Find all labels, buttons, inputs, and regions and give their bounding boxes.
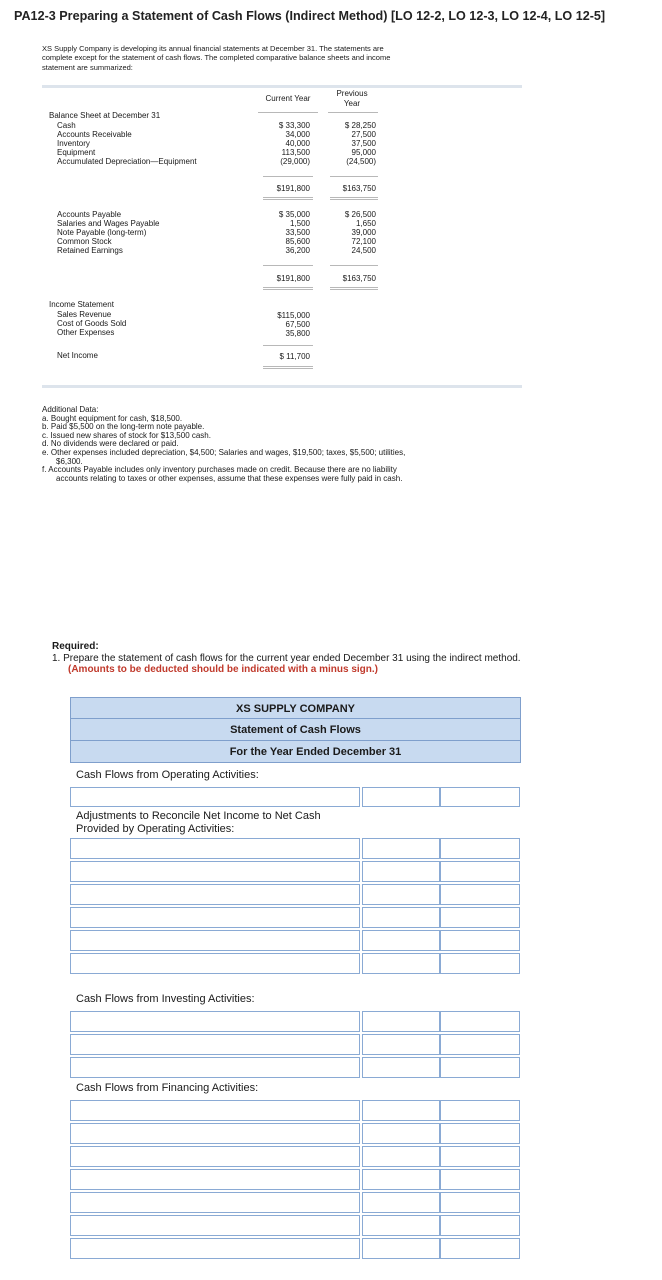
financing-row-label-input[interactable] bbox=[70, 1123, 360, 1144]
operating-row-amount-input[interactable] bbox=[362, 838, 440, 859]
adjustments-label-line: Provided by Operating Activities: bbox=[76, 822, 235, 835]
financing-row-total-input[interactable] bbox=[440, 1169, 520, 1190]
liability-previous-value: 24,500 bbox=[351, 246, 376, 255]
asset-label: Equipment bbox=[57, 148, 96, 157]
financing-row-amount-input[interactable] bbox=[362, 1146, 440, 1167]
investing-row-label-input[interactable] bbox=[70, 1057, 360, 1078]
financing-row-label-input[interactable] bbox=[70, 1169, 360, 1190]
asset-label: Cash bbox=[57, 121, 76, 130]
asset-previous-value: 27,500 bbox=[351, 130, 376, 139]
adjustments-label-line: Adjustments to Reconcile Net Income to Net Cash bbox=[76, 810, 321, 822]
intro-line: XS Supply Company is developing its annual financial statements at December 31. The statements are bbox=[42, 44, 384, 53]
additional-data-line: d. No dividends were declared or paid. bbox=[42, 439, 179, 449]
operating-row-total-input[interactable] bbox=[440, 907, 520, 928]
income-item-label: Sales Revenue bbox=[57, 310, 112, 319]
asset-previous-value: $ 28,250 bbox=[344, 121, 376, 130]
operating-row-total-input[interactable] bbox=[440, 953, 520, 974]
previous-year-header-line: Previous bbox=[336, 89, 368, 98]
additional-data-line: e. Other expenses included depreciation, $4,500; Salaries and wages, $19,500; taxes, $5,500; utilities, bbox=[42, 447, 406, 457]
investing-row-total-input[interactable] bbox=[440, 1011, 520, 1032]
net-income-label-input[interactable] bbox=[70, 787, 360, 807]
asset-label: Inventory bbox=[57, 139, 90, 148]
liability-previous-value: 1,650 bbox=[355, 219, 376, 228]
financing-row-total-input[interactable] bbox=[440, 1215, 520, 1236]
statement-company: XS SUPPLY COMPANY bbox=[70, 697, 521, 719]
operating-row-label-input[interactable] bbox=[70, 838, 360, 859]
liability-label: Note Payable (long-term) bbox=[57, 228, 147, 237]
operating-row-amount-input[interactable] bbox=[362, 953, 440, 974]
liability-label: Retained Earnings bbox=[57, 246, 123, 255]
asset-current-value: 113,500 bbox=[281, 148, 310, 157]
investing-activities-label: Cash Flows from Investing Activities: bbox=[76, 993, 255, 1005]
required-header: Required: bbox=[52, 641, 99, 652]
assets-total-previous: $163,750 bbox=[342, 184, 376, 193]
income-item-value: $115,000 bbox=[277, 311, 310, 320]
financing-activities-label: Cash Flows from Financing Activities: bbox=[76, 1082, 259, 1094]
liability-previous-value: 72,100 bbox=[351, 237, 376, 246]
intro-paragraph bbox=[42, 44, 542, 72]
total-double-rule bbox=[263, 197, 313, 200]
operating-activities-label: Cash Flows from Operating Activities: bbox=[76, 769, 259, 781]
column-rule bbox=[258, 112, 318, 113]
liability-current-value: 33,500 bbox=[285, 228, 310, 237]
operating-row-total-input[interactable] bbox=[440, 861, 520, 882]
income-item-value: 67,500 bbox=[285, 320, 310, 329]
operating-row-amount-input[interactable] bbox=[362, 930, 440, 951]
subtotal-rule bbox=[263, 176, 313, 177]
financing-row-total-input[interactable] bbox=[440, 1146, 520, 1167]
total-double-rule bbox=[263, 287, 313, 290]
income-statement-header: Income Statement bbox=[49, 300, 114, 309]
statement-period: For the Year Ended December 31 bbox=[70, 741, 521, 763]
statement-name: Statement of Cash Flows bbox=[70, 719, 521, 741]
previous-year-header-line: Year bbox=[343, 98, 361, 108]
liability-current-value: 36,200 bbox=[285, 246, 310, 255]
current-year-header: Current Year bbox=[265, 94, 311, 103]
asset-label: Accumulated Depreciation—Equipment bbox=[57, 157, 197, 166]
financing-row-total-input[interactable] bbox=[440, 1238, 520, 1259]
subtotal-rule bbox=[263, 265, 313, 266]
liability-label: Accounts Payable bbox=[57, 210, 122, 219]
additional-data-line: b. Paid $5,500 on the long-term note payable. bbox=[42, 422, 205, 432]
operating-row-label-input[interactable] bbox=[70, 930, 360, 951]
liability-label: Common Stock bbox=[57, 237, 112, 246]
liability-previous-value: $ 26,500 bbox=[344, 210, 376, 219]
financing-row-amount-input[interactable] bbox=[362, 1123, 440, 1144]
required-section bbox=[52, 641, 652, 676]
financing-row-amount-input[interactable] bbox=[362, 1215, 440, 1236]
asset-current-value: (29,000) bbox=[280, 157, 310, 166]
investing-row-amount-input[interactable] bbox=[362, 1034, 440, 1055]
asset-previous-value: (24,500) bbox=[346, 157, 376, 166]
additional-data bbox=[42, 406, 542, 483]
column-rule bbox=[328, 112, 378, 113]
financing-row-amount-input[interactable] bbox=[362, 1100, 440, 1121]
additional-data-line: accounts relating to taxes or other expenses, assume that these expenses were fully paid in cash. bbox=[56, 473, 403, 483]
investing-row-total-input[interactable] bbox=[440, 1057, 520, 1078]
intro-line: statement are summarized: bbox=[42, 62, 133, 72]
additional-data-line: a. Bought equipment for cash, $18,500. bbox=[42, 413, 183, 423]
total-double-rule bbox=[263, 366, 313, 369]
financing-row-label-input[interactable] bbox=[70, 1146, 360, 1167]
income-item-value: 35,800 bbox=[285, 329, 310, 338]
liability-previous-value: 39,000 bbox=[351, 228, 376, 237]
financing-row-amount-input[interactable] bbox=[362, 1169, 440, 1190]
required-item: 1. Prepare the statement of cash flows for the current year ended December 31 using the indirect method. bbox=[52, 652, 521, 664]
financing-row-label-input[interactable] bbox=[70, 1192, 360, 1213]
operating-row-total-input[interactable] bbox=[440, 930, 520, 951]
additional-data-header: Additional Data: bbox=[42, 405, 99, 414]
liability-current-value: $ 35,000 bbox=[278, 210, 310, 219]
additional-data-line: $6,300. bbox=[56, 456, 83, 466]
operating-row-label-input[interactable] bbox=[70, 861, 360, 882]
net-income-label: Net Income bbox=[57, 351, 98, 360]
liabilities-total-current: $191,800 bbox=[276, 274, 310, 283]
table-bottom-band bbox=[42, 385, 522, 388]
financing-row-total-input[interactable] bbox=[440, 1123, 520, 1144]
asset-current-value: $ 33,300 bbox=[278, 121, 310, 130]
financing-row-amount-input[interactable] bbox=[362, 1192, 440, 1213]
asset-current-value: 40,000 bbox=[285, 139, 310, 148]
investing-row-amount-input[interactable] bbox=[362, 1057, 440, 1078]
investing-row-total-input[interactable] bbox=[440, 1034, 520, 1055]
financing-row-label-input[interactable] bbox=[70, 1100, 360, 1121]
liabilities-total-previous: $163,750 bbox=[342, 274, 376, 283]
asset-current-value: 34,000 bbox=[285, 130, 310, 139]
operating-row-label-input[interactable] bbox=[70, 953, 360, 974]
amount-input[interactable] bbox=[362, 787, 440, 807]
operating-row-amount-input[interactable] bbox=[362, 861, 440, 882]
operating-row-label-input[interactable] bbox=[70, 884, 360, 905]
asset-previous-value: 37,500 bbox=[351, 139, 376, 148]
balance-sheet-header: Balance Sheet at December 31 bbox=[49, 111, 161, 120]
previous-year-header bbox=[326, 89, 378, 108]
operating-row-total-input[interactable] bbox=[440, 838, 520, 859]
operating-row-amount-input[interactable] bbox=[362, 907, 440, 928]
operating-row-total-input[interactable] bbox=[440, 884, 520, 905]
financing-row-total-input[interactable] bbox=[440, 1100, 520, 1121]
total-double-rule bbox=[330, 287, 378, 290]
subtotal-rule bbox=[263, 345, 313, 346]
net-income-value: $ 11,700 bbox=[279, 352, 310, 361]
operating-row-amount-input[interactable] bbox=[362, 884, 440, 905]
total-double-rule bbox=[330, 197, 378, 200]
total-input[interactable] bbox=[440, 787, 520, 807]
income-item-label: Cost of Goods Sold bbox=[57, 319, 127, 328]
subtotal-rule bbox=[330, 176, 378, 177]
subtotal-rule bbox=[330, 265, 378, 266]
asset-label: Accounts Receivable bbox=[57, 130, 132, 139]
page-title: PA12-3 Preparing a Statement of Cash Flows (Indirect Method) [LO 12-2, LO 12-3, LO 12-4, LO 12-5] bbox=[14, 9, 606, 23]
additional-data-line: c. Issued new shares of stock for $13,500 cash. bbox=[42, 430, 211, 440]
financing-row-label-input[interactable] bbox=[70, 1215, 360, 1236]
liability-current-value: 1,500 bbox=[289, 219, 310, 228]
financing-row-amount-input[interactable] bbox=[362, 1238, 440, 1259]
investing-row-label-input[interactable] bbox=[70, 1034, 360, 1055]
investing-row-amount-input[interactable] bbox=[362, 1011, 440, 1032]
liability-label: Salaries and Wages Payable bbox=[57, 219, 160, 228]
table-top-band bbox=[42, 85, 522, 88]
operating-row-label-input[interactable] bbox=[70, 907, 360, 928]
investing-row-label-input[interactable] bbox=[70, 1011, 360, 1032]
required-note: (Amounts to be deducted should be indicated with a minus sign.) bbox=[68, 664, 379, 675]
financing-row-label-input[interactable] bbox=[70, 1238, 360, 1259]
financing-row-total-input[interactable] bbox=[440, 1192, 520, 1213]
income-item-label: Other Expenses bbox=[57, 328, 115, 337]
liability-current-value: 85,600 bbox=[285, 237, 310, 246]
asset-previous-value: 95,000 bbox=[351, 148, 376, 157]
assets-total-current: $191,800 bbox=[276, 184, 310, 193]
adjustments-label bbox=[76, 810, 321, 835]
intro-line: complete except for the statement of cash flows. The completed comparative balance sheets and income bbox=[42, 53, 391, 63]
additional-data-line: f. Accounts Payable includes only inventory purchases made on credit. Because there are no liability bbox=[42, 465, 397, 475]
